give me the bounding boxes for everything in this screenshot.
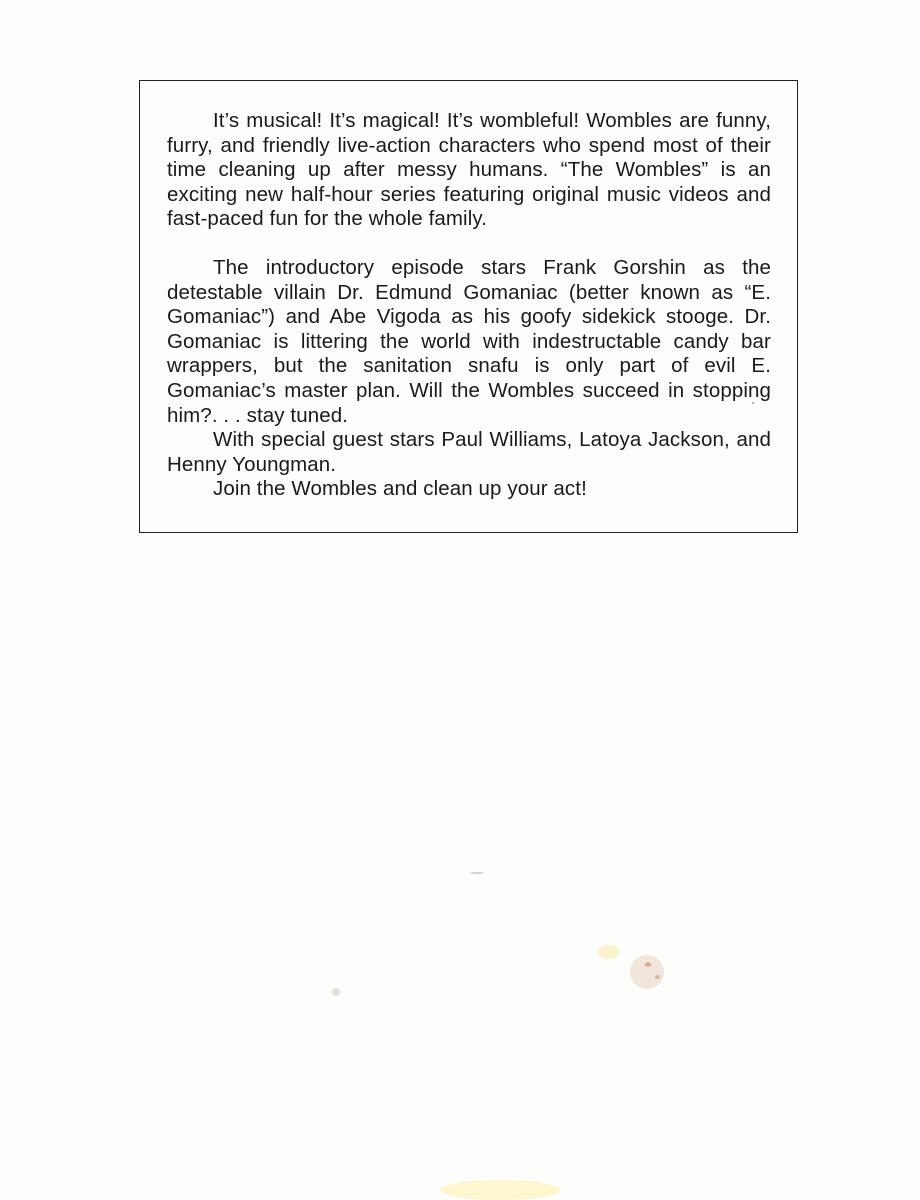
paragraph-intro: It’s musical! It’s magical! It’s wombleful! Wombles are funny, furry, and friendly live-action characters who spend most of their time cleaning up after messy humans. “The Wombles” is an exciting new half-hour series featuring original music videos and fast-paced fun for the whole family.: [167, 109, 771, 231]
paragraph-closing: Join the Wombles and clean up your act!: [213, 477, 587, 501]
paragraph-episode: The introductory episode stars Frank Gorshin as the detestable villain Dr. Edmund Gomaniac (better known as “E. Gomaniac”) and Abe Vigoda as his goofy sidekick stooge. Dr. Gomaniac is littering the world with indestructable candy bar wrappers, but the sanitation snafu is only part of evil E. Gomaniac’s master plan. Will the Wombles succeed in stopping him?. . . stay tuned.: [167, 255, 771, 427]
paragraph-guest-stars: With special guest stars Paul Williams, Latoya Jackson, and Henny Youngman.: [167, 428, 771, 476]
description-box: [139, 80, 798, 533]
